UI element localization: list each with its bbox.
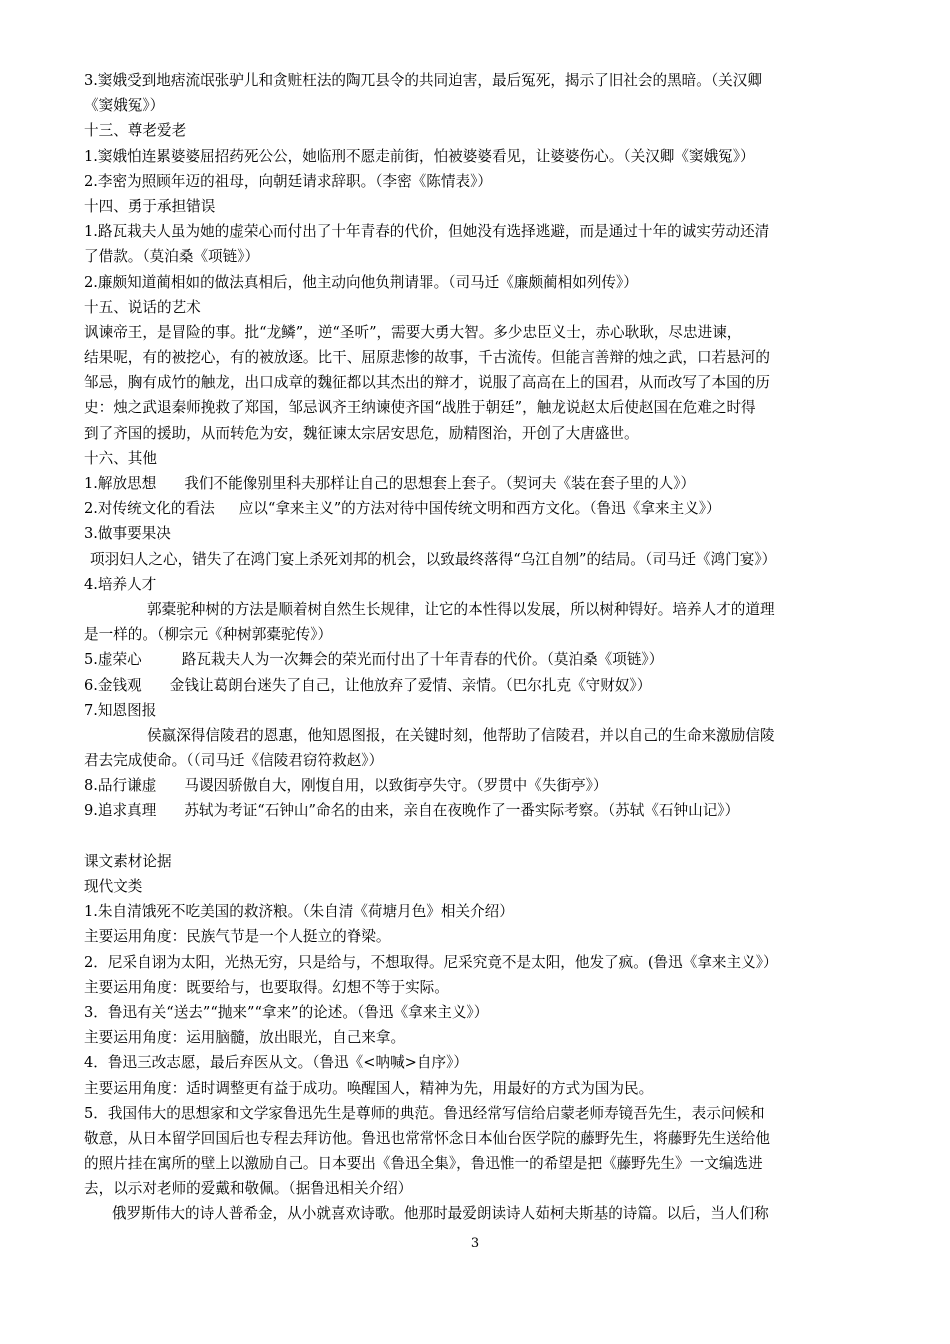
text-line: 项羽妇人之心，错失了在鸿门宴上杀死刘邦的机会，以致最终落得“乌江自刎”的结局。（司马迁《鸿门宴》） [90, 550, 777, 568]
text-line: 2.廉颇知道蔺相如的做法真相后，他主动向他负荆请罪。（司马迁《廉颇蔺相如列传》） [84, 273, 638, 291]
labeled-item [84, 471, 879, 496]
text-line: 敬意，从日本留学回国后也专程去拜访他。鲁迅也常常怀念日本仙台医学院的藤野先生，将藤野先生送给他 [84, 1129, 770, 1147]
text-line: 到了齐国的援助，从而转危为安，魏征谏太宗居安思危，励精图治，开创了大唐盛世。 [84, 424, 639, 442]
item-label: 9.追求真理 [84, 802, 157, 820]
section-heading-16: 十六、其他 [84, 449, 157, 467]
section-heading-14: 十四、勇于承担错误 [84, 197, 216, 215]
item-label: 6.金钱观 [84, 676, 142, 694]
text-line: 结果呢，有的被挖心，有的被放逐。比干、屈原悲惨的故事，千古流传。但能言善辩的烛之武，口若悬河的 [84, 349, 770, 367]
item-label: 2.对传统文化的看法 [84, 500, 215, 518]
text-line: 1.窦娥怕连累婆婆屈招药死公公，她临刑不愿走前街，怕被婆婆看见，让婆婆伤心。（关汉卿《窦娥冤》） [84, 147, 755, 165]
item-text: 苏轼为考证“石钟山”命名的由来，亲自在夜晚作了一番实际考察。（苏轼《石钟山记》） [184, 802, 740, 820]
document-body [84, 68, 879, 1227]
text-line: 5．我国伟大的思想家和文学家鲁迅先生是尊师的典范。鲁迅经常写信给启蒙老师寿镜吾先生，表示问候和 [84, 1104, 765, 1122]
text-line: 的照片挂在寓所的壁上以激励自己。日本要出《鲁迅全集》，鲁迅惟一的希望是把《藤野先生》一文编选进 [84, 1155, 763, 1173]
text-line: 7.知恩图报 [84, 701, 157, 719]
item-text: 金钱让葛朗台迷失了自己，让他放弃了爱情、亲情。（巴尔扎克《守财奴》） [169, 676, 652, 694]
text-line: 2.李密为照顾年迈的祖母，向朝廷请求辞职。（李密《陈情表》） [84, 172, 492, 190]
page-number: 3 [470, 1236, 480, 1251]
text-line: 俄罗斯伟大的诗人普希金，从小就喜欢诗歌。他那时最爱朗读诗人茹柯夫斯基的诗篇。以后，当人们称 [112, 1205, 769, 1223]
text-line: 讽谏帝王，是冒险的事。批“龙鳞”，逆“圣听”，需要大勇大智。多少忠臣义士，赤心耿耿，尽忠进谏， [84, 323, 742, 341]
text-line: 史：烛之武退秦师挽救了郑国，邹忌讽齐王纳谏使齐国“战胜于朝廷”，触龙说赵太后使赵国在危难之时得 [84, 399, 756, 417]
subsection-heading-modern: 现代文类 [84, 878, 143, 895]
labeled-item [84, 773, 879, 798]
blank-line [84, 824, 879, 849]
section-heading-13: 十三、尊老爱老 [84, 122, 187, 140]
labeled-item [84, 798, 879, 823]
text-line: 4.培养人才 [84, 575, 157, 593]
text-line: 主要运用角度：既要给与，也要取得。幻想不等于实际。 [84, 978, 449, 996]
text-line: 3．鲁迅有关“送去”“抛来”“拿来”的论述。（鲁迅《拿来主义》） [84, 1003, 489, 1021]
text-line: 1.朱自清饿死不吃美国的救济粮。（朱自清《荷塘月色》相关介绍） [84, 903, 514, 921]
labeled-item [84, 496, 879, 521]
labeled-item [84, 673, 879, 698]
item-label: 5.虚荣心 [84, 651, 142, 669]
item-text: 应以“拿来主义”的方法对待中国传统文明和西方文化。（鲁迅《拿来主义》） [238, 500, 721, 518]
text-line: 1.路瓦栽夫人虽为她的虚荣心而付出了十年青春的代价，但她没有选择逃避，而是通过十年的诚实劳动还清 [84, 223, 770, 241]
section-heading-15: 十五、说话的艺术 [84, 298, 201, 316]
text-line: 主要运用角度：运用脑髓，放出眼光，自己来拿。 [84, 1029, 406, 1047]
item-text: 我们不能像别里科夫那样让自己的思想套上套子。（契诃夫《装在套子里的人》） [184, 475, 696, 492]
text-line: 君去完成使命。（（司马迁《信陵君窃符救赵》） [84, 752, 384, 770]
labeled-item [84, 647, 879, 672]
item-text: 路瓦栽夫人为一次舞会的荣光而付出了十年青春的代价。（莫泊桑《项链》） [181, 651, 664, 669]
item-label: 1.解放思想 [84, 475, 157, 492]
text-line: 是一样的。（柳宗元《种树郭橐驼传》） [84, 626, 333, 644]
text-line: 了借款。（莫泊桑《项链》） [84, 248, 260, 266]
text-line: 主要运用角度：适时调整更有益于成功。唤醒国人，精神为先，用最好的方式为国为民。 [84, 1079, 654, 1097]
text-line: 4．鲁迅三改志愿，最后弃医从文。（鲁迅《<呐喊>自序》） [84, 1054, 468, 1072]
text-line: 3.做事要果决 [84, 525, 171, 543]
section-heading-materials: 课文素材论据 [84, 852, 172, 870]
text-line: 郭橐驼种树的方法是顺着树自然生长规律，让它的本性得以发展，所以树种锝好。培养人才的道理 [147, 600, 775, 618]
text-line: 侯嬴深得信陵君的恩惠，他知恩图报，在关键时刻，他帮助了信陵君，并以自己的生命来激励信陵 [147, 726, 775, 744]
item-label: 8.品行谦虚 [84, 777, 157, 795]
text-line: 邹忌，胸有成竹的触龙，出口成章的魏征都以其杰出的辩才，说服了高高在上的国君，从而改写了本国的历 [84, 374, 770, 392]
item-text: 马谡因骄傲自大，刚愎自用，以致街亭失守。（罗贯中《失街亭》） [184, 777, 608, 795]
text-line: 3.窦娥受到地痞流氓张驴儿和贪赃枉法的陶兀县令的共同迫害，最后冤死，揭示了旧社会的黑暗。（关汉卿 [84, 72, 762, 89]
text-line: 2．尼采自诩为太阳，光热无穷，只是给与，不想取得。尼采究竟不是太阳，他发了疯。(鲁迅《拿来主义》） [84, 953, 778, 971]
text-line: 去，以示对老师的爱戴和敬佩。（据鲁迅相关介绍） [84, 1180, 413, 1198]
text-line: 《窦娥冤》） [84, 97, 165, 115]
text-line: 主要运用角度：民族气节是一个人挺立的脊梁。 [84, 928, 391, 946]
